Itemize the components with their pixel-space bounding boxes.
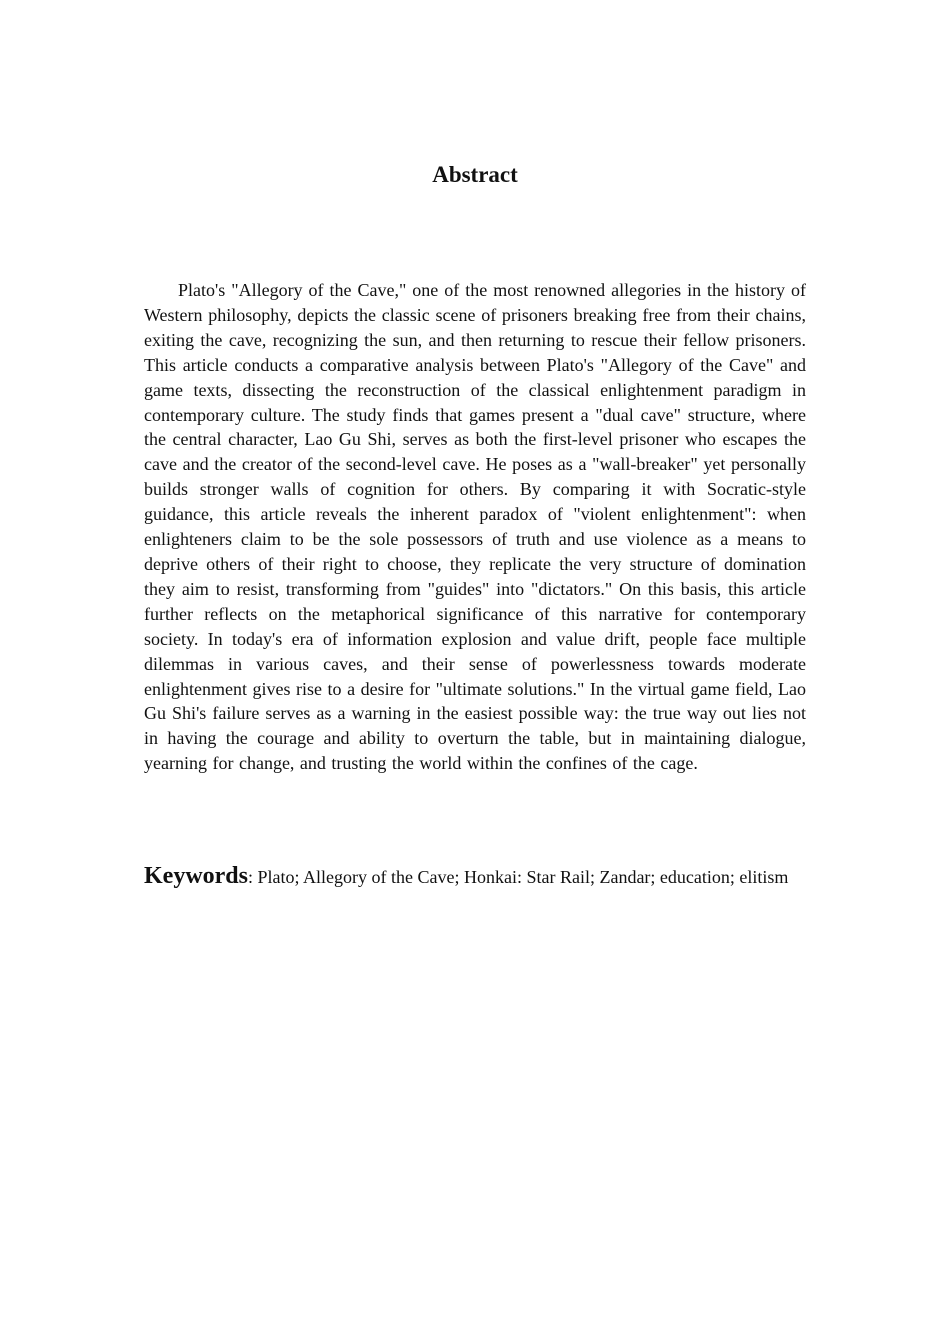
keywords-separator: : (248, 867, 254, 887)
abstract-title: Abstract (432, 162, 518, 187)
keywords-list: Plato; Allegory of the Cave; Honkai: Star Rail; Zandar; education; elitism (257, 867, 789, 887)
abstract-body-text: Plato's "Allegory of the Cave," one of the most renowned allegories in the history of Western philosophy, depicts the classic scene of prisoners breaking free from their chains, exiting the cave, recognizing the sun, and then returning to rescue their fellow prisoners. This article conducts a comparative analysis between Plato's "Allegory of the Cave" and game texts, dissecting the reconstruction of the classical enlightenment paradigm in contemporary culture. The study finds that games present a "dual cave" structure, where the central character, Lao Gu Shi, serves as both the first-level prisoner who escapes the cave and the creator of the second-level cave. He poses as a "wall-breaker" yet personally builds stronger walls of cognition for others. By comparing it with Socratic-style guidance, this article reveals the inherent paradox of "violent enlightenment": when enlighteners claim to be the sole possessors of truth and use violence as a means to deprive others of their right to choose, they replicate the very structure of domination they aim to resist, transforming from "guides" into "dictators." On this basis, this article further reflects on the metaphorical significance of this narrative for contemporary society. In today's era of information explosion and value drift, people face multiple dilemmas in various caves, and their sense of powerlessness towards moderate enlightenment gives rise to a desire for "ultimate solutions." In the virtual game field, Lao Gu Shi's failure serves as a warning in the easiest possible way: the true way out lies not in having the courage and ability to overturn the table, but in maintaining dialogue, yearning for change, and trusting the world within the confines of the cage. (144, 280, 806, 774)
keywords-line (144, 858, 806, 895)
keywords-label: Keywords (144, 863, 248, 889)
